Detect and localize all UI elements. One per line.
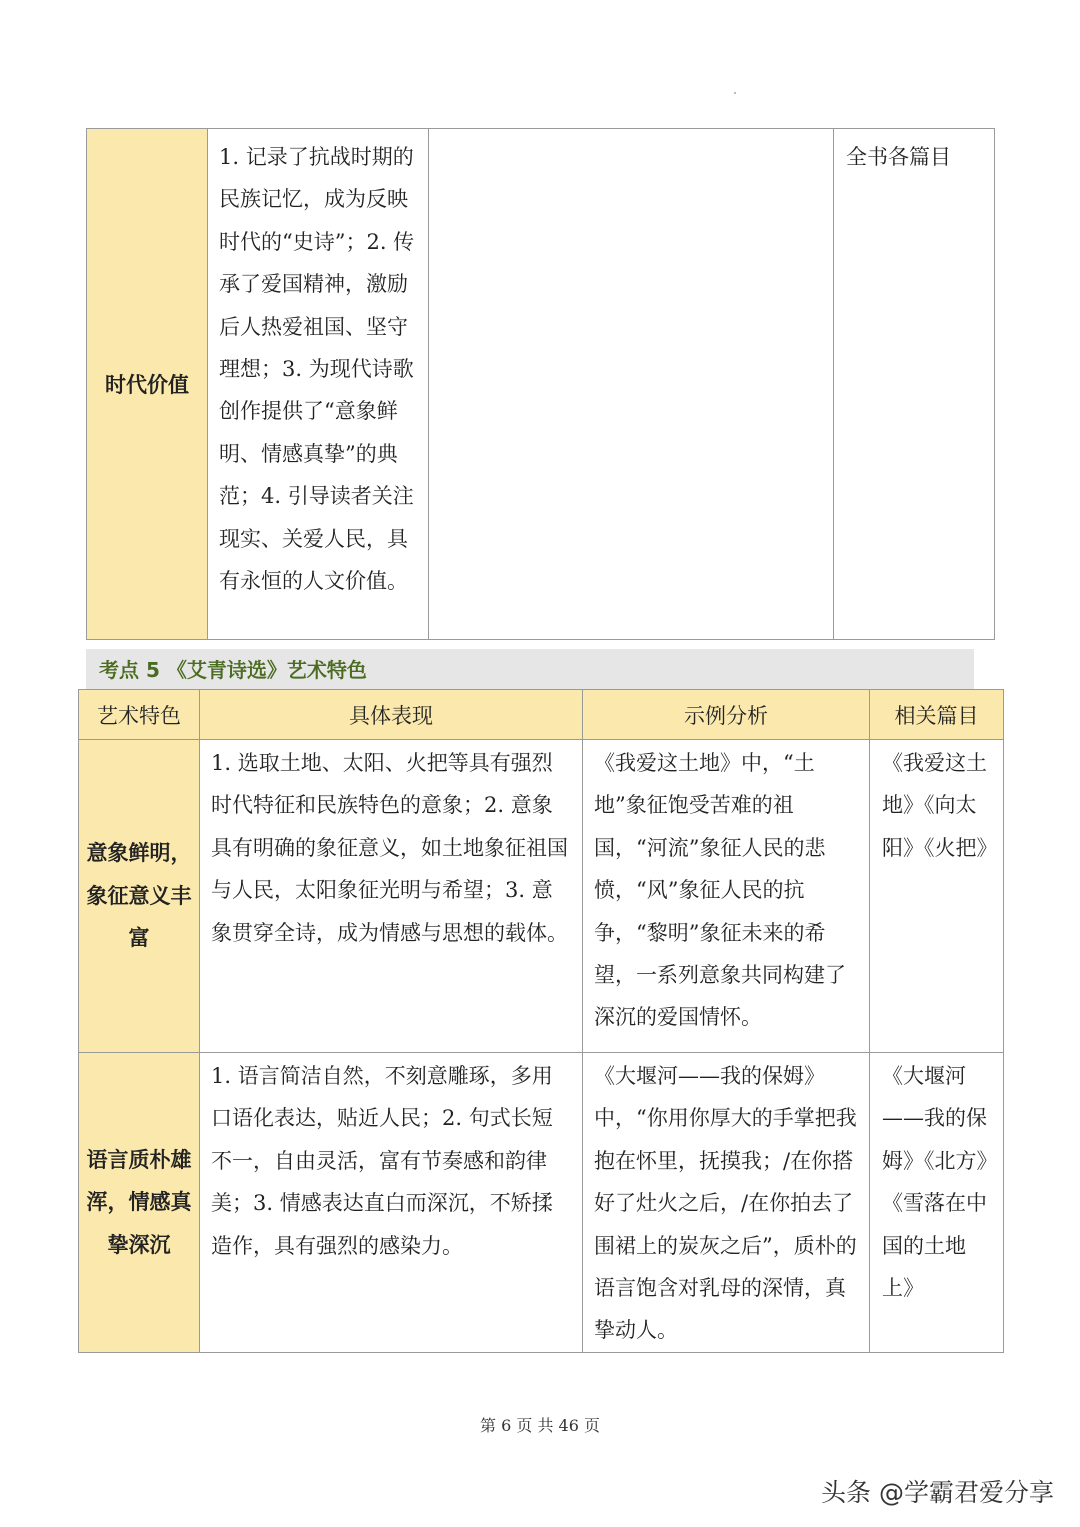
- header-example: 示例分析: [583, 690, 870, 740]
- row-example: 《我爱这土地》中，“土地”象征饱受苦难的祖国，“河流”象征人民的悲愤，“风”象征人民的抗争，“黎明”象征未来的希望，一系列意象共同构建了深沉的爱国情怀。: [583, 740, 870, 1053]
- table-row: [87, 129, 995, 640]
- table-row: [79, 740, 1004, 1053]
- section-title: 考点 5 《艾青诗选》艺术特色: [99, 658, 367, 682]
- era-value-example: [429, 129, 834, 640]
- row-detail: 1. 选取土地、太阳、火把等具有强烈时代特征和民族特色的意象；2. 意象具有明确的象征意义，如土地象征祖国与人民，太阳象征光明与希望；3. 意象贯穿全诗，成为情感与思想的载体。: [200, 740, 583, 1053]
- row-example: 《大堰河——我的保姆》中，“你用你厚大的手掌把我抱在怀里，抚摸我；/在你搭好了灶火之后，/在你拍去了围裙上的炭灰之后”，质朴的语言饱含对乳母的深情，真挚动人。: [583, 1053, 870, 1353]
- era-value-content: 1. 记录了抗战时期的民族记忆，成为反映时代的“史诗”；2. 传承了爱国精神，激励后人热爱祖国、坚守理想；3. 为现代诗歌创作提供了“意象鲜明、情感真挚”的典范；4. 引导读者关注现实、关爱人民，具有永恒的人文价值。: [208, 129, 429, 640]
- page-speck: [734, 92, 736, 94]
- section-heading-band: [86, 649, 974, 689]
- art-feature-table: [78, 689, 1004, 1353]
- row-related: 《我爱这土地》《向太阳》《火把》: [870, 740, 1004, 1053]
- row-feature: 意象鲜明，象征意义丰富: [79, 740, 200, 1053]
- row-header-era-value: 时代价值: [87, 129, 208, 640]
- era-value-related: 全书各篇目: [834, 129, 995, 640]
- row-related: 《大堰河——我的保姆》《北方》《雪落在中国的土地上》: [870, 1053, 1004, 1353]
- row-detail: 1. 语言简洁自然，不刻意雕琢，多用口语化表达，贴近人民；2. 句式长短不一，自由灵活，富有节奏感和韵律美；3. 情感表达直白而深沉，不矫揉造作，具有强烈的感染力。: [200, 1053, 583, 1353]
- page-number: 第 6 页 共 46 页: [480, 1416, 600, 1435]
- value-table: [86, 128, 995, 640]
- header-feature: 艺术特色: [79, 690, 200, 740]
- table-header-row: [79, 690, 1004, 740]
- header-detail: 具体表现: [200, 690, 583, 740]
- watermark-text: 头条 @学霸君爱分享: [821, 1478, 1054, 1507]
- table-row: [79, 1053, 1004, 1353]
- header-related: 相关篇目: [870, 690, 1004, 740]
- row-feature: 语言质朴雄浑，情感真挚深沉: [79, 1053, 200, 1353]
